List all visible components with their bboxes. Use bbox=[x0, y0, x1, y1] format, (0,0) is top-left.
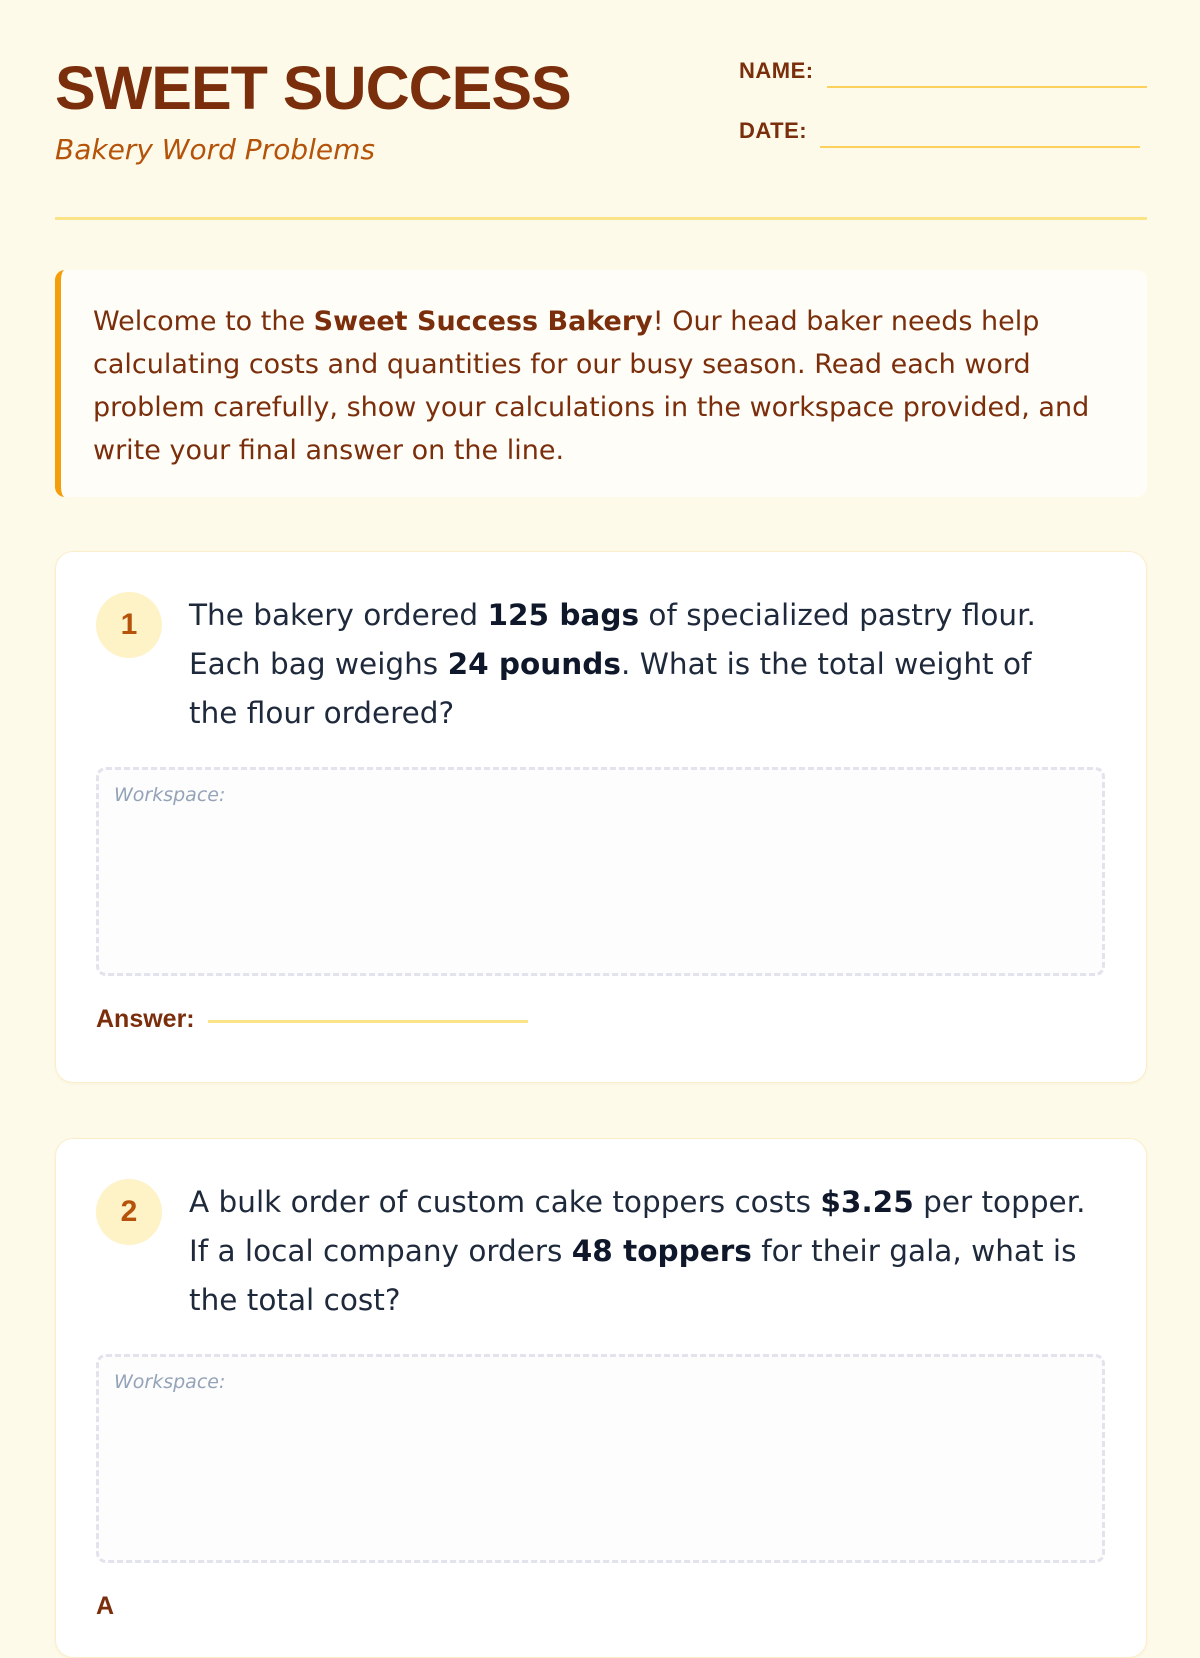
date-label: DATE: bbox=[739, 118, 808, 143]
problem-number-badge: 2 bbox=[96, 1179, 162, 1245]
problem-number-badge: 1 bbox=[96, 592, 162, 658]
date-line[interactable] bbox=[820, 145, 1140, 148]
problem-text-part: for their gala, what is the total cost? bbox=[189, 1234, 1077, 1317]
problem-text bbox=[189, 591, 1089, 738]
problem-text-part: per topper. If a local company orders bbox=[189, 1185, 1086, 1268]
answer-label: A bbox=[96, 1592, 115, 1620]
answer-line[interactable] bbox=[208, 1020, 528, 1023]
workspace-label: Workspace: bbox=[114, 784, 226, 806]
intro-box bbox=[55, 270, 1147, 497]
problem-key-value: 125 bags bbox=[487, 598, 640, 632]
problem-text-part: The bakery ordered bbox=[189, 598, 488, 632]
worksheet-header bbox=[55, 0, 1147, 220]
problem-text-part: . What is the total weight of the flour ordered? bbox=[189, 647, 1032, 730]
problem-text-part: A bulk order of custom cake toppers costs bbox=[189, 1185, 821, 1219]
intro-text-after: ! Our head baker needs help calculating costs and quantities for our busy season. Read each word problem carefully, show your calculations in the workspace provided, and write your final answer on the line. bbox=[93, 306, 1090, 466]
name-field bbox=[739, 58, 1147, 84]
intro-text-before: Welcome to the bbox=[93, 306, 314, 337]
problem-card bbox=[55, 551, 1147, 1083]
problem-text bbox=[189, 1178, 1089, 1325]
problem-key-value: 48 toppers bbox=[571, 1234, 752, 1268]
problem-text-part: of specialized pastry flour. Each bag weighs bbox=[189, 598, 1036, 681]
workspace-area[interactable] bbox=[96, 767, 1105, 976]
name-label: NAME: bbox=[739, 58, 814, 83]
page-title: SWEET SUCCESS bbox=[55, 54, 571, 122]
page-subtitle: Bakery Word Problems bbox=[55, 133, 375, 166]
workspace-area[interactable] bbox=[96, 1354, 1105, 1563]
bakery-name: Sweet Success Bakery bbox=[313, 306, 653, 337]
problem-card bbox=[55, 1138, 1147, 1658]
answer-row bbox=[96, 1005, 528, 1034]
name-line[interactable] bbox=[827, 85, 1147, 88]
problem-key-value: $3.25 bbox=[820, 1185, 914, 1219]
date-field bbox=[739, 118, 1140, 144]
answer-row bbox=[96, 1592, 114, 1621]
workspace-label: Workspace: bbox=[114, 1371, 226, 1393]
problem-key-value: 24 pounds bbox=[447, 647, 621, 681]
worksheet-page bbox=[55, 0, 1147, 1620]
answer-label: Answer: bbox=[96, 1005, 195, 1033]
